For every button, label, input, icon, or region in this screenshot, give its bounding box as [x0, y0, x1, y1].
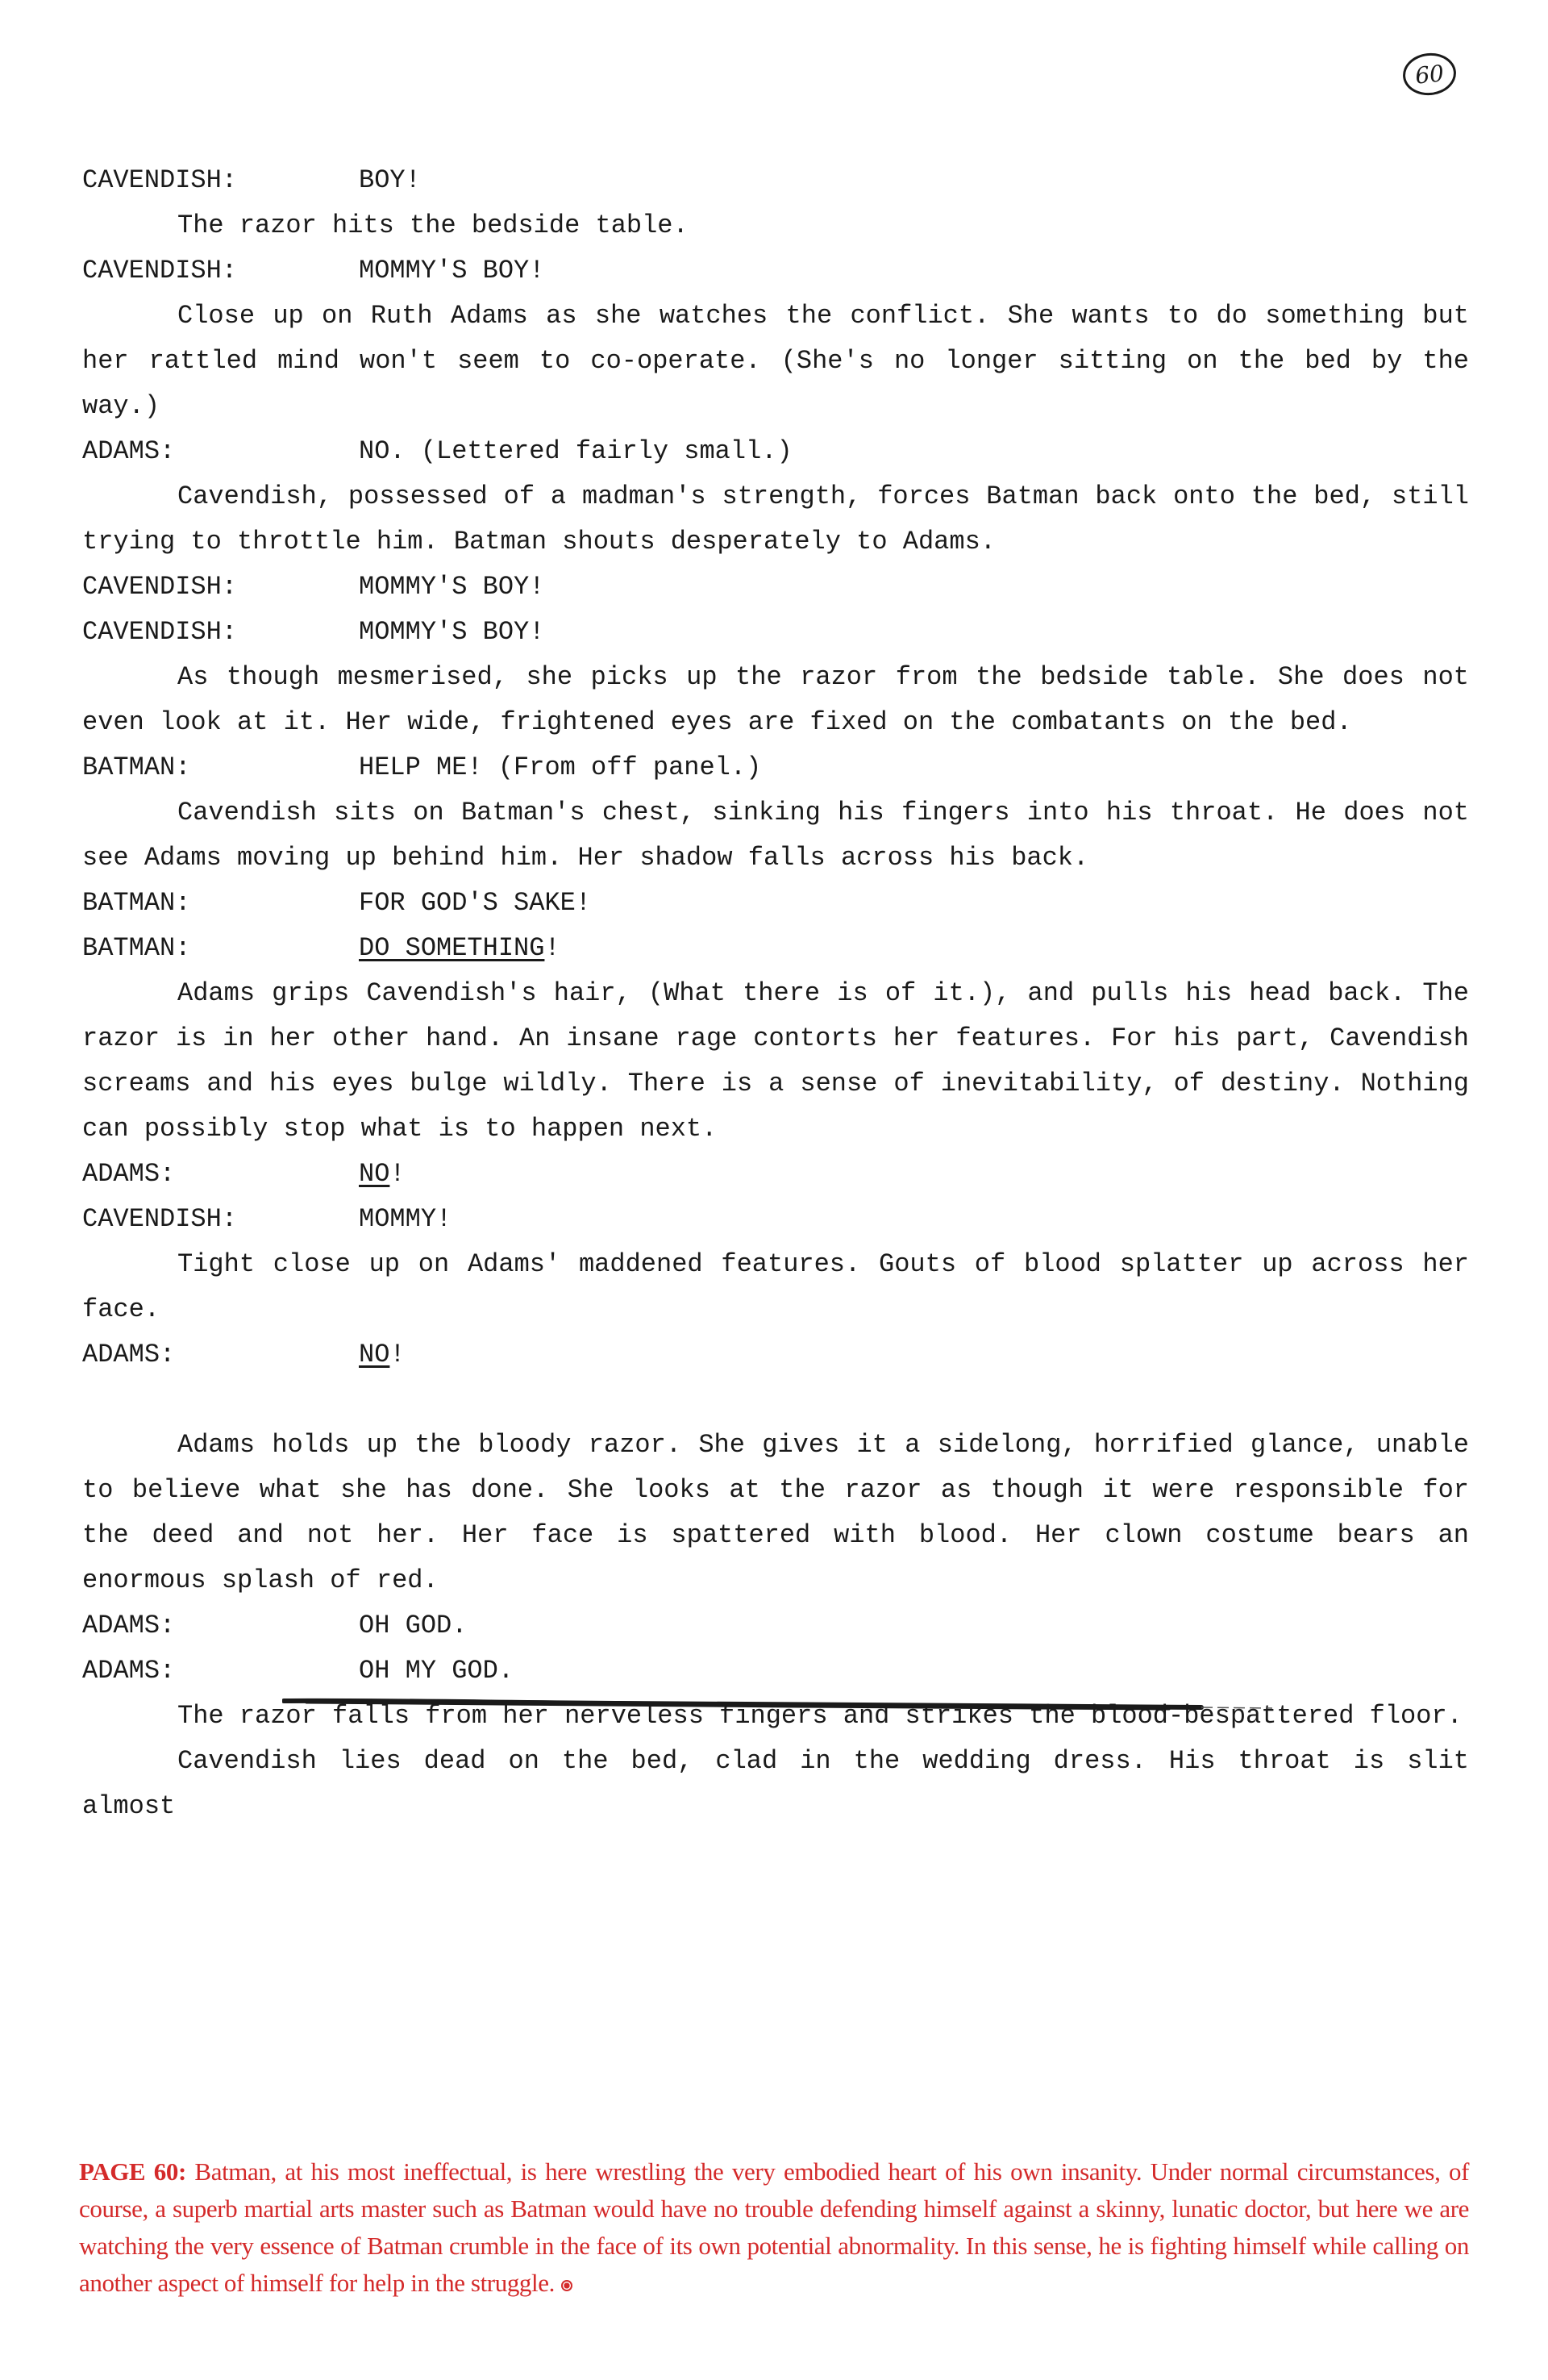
dialogue-text: NO!: [359, 1340, 406, 1369]
dialogue-text: OH MY GOD.: [359, 1656, 514, 1686]
page-commentary: [79, 2153, 1469, 2302]
dialogue-text: FOR GOD'S SAKE!: [359, 888, 592, 918]
dialogue-line: [82, 565, 1469, 610]
commentary-text: Batman, at his most ineffectual, is here wrestling the very embodied heart of his own insanity. Under normal circumstances, of course, a superb martial arts master such as Batman would have no trouble defending himself against a skinny, lunatic doctor, but here we are watching the very essence of Batman crumble in the face of its own potential abnormality. In this sense, he is fighting himself while calling on another aspect of himself for help in the struggle.: [79, 2157, 1469, 2297]
dialogue-line: [82, 1332, 1469, 1378]
dialogue-line: [82, 1648, 1469, 1694]
dialogue-text: BOY!: [359, 165, 421, 195]
speaker-name: CAVENDISH:: [82, 256, 238, 286]
action-paragraph: Cavendish sits on Batman's chest, sinking his fingers into his throat. He does not see Adams moving up behind him. Her shadow falls across his back.: [82, 798, 1469, 873]
dialogue-text: MOMMY'S BOY!: [359, 256, 545, 286]
action-paragraph: Tight close up on Adams' maddened features. Gouts of blood splatter up across her face.: [82, 1249, 1469, 1324]
page-number: 60: [1413, 59, 1446, 90]
dialogue-text: OH GOD.: [359, 1611, 468, 1640]
script-body: [82, 158, 1469, 1829]
speaker-name: BATMAN:: [82, 933, 191, 963]
action-paragraph: Adams grips Cavendish's hair, (What there is of it.), and pulls his head back. The razor is in her other hand. An insane rage contorts her features. For his part, Cavendish screams and his eyes bulge wildly. There is a sense of inevitability, of destiny. Nothing can possibly stop what is to happen next.: [82, 978, 1469, 1144]
dialogue-text: MOMMY'S BOY!: [359, 617, 545, 647]
speaker-name: ADAMS:: [82, 1340, 176, 1369]
speaker-name: CAVENDISH:: [82, 165, 238, 195]
dialogue-text: NO!: [359, 1159, 406, 1189]
action-paragraph: Adams holds up the bloody razor. She gives it a sidelong, horrified glance, unable to believe what she has done. She looks at the razor as though it were responsible for the deed and not her. Her face is spattered with blood. Her clown costume bears an enormous splash of red.: [82, 1430, 1469, 1595]
action-paragraph: Cavendish, possessed of a madman's strength, forces Batman back onto the bed, still trying to throttle him. Batman shouts desperately to Adams.: [82, 481, 1469, 556]
action-paragraph: Close up on Ruth Adams as she watches the conflict. She wants to do something but her rattled mind won't seem to co-operate. (She's no longer sitting on the bed by the way.): [82, 301, 1469, 421]
dialogue-line: [82, 926, 1469, 971]
blank-line: [82, 1378, 1469, 1423]
speaker-name: CAVENDISH:: [82, 572, 238, 602]
dialogue-line: [82, 745, 1469, 790]
dialogue-line: [82, 158, 1469, 203]
speaker-name: ADAMS:: [82, 1656, 176, 1686]
speaker-name: ADAMS:: [82, 436, 176, 466]
action-paragraph: As though mesmerised, she picks up the razor from the bedside table. She does not even look at it. Her wide, frightened eyes are fixed on the combatants on the bed.: [82, 662, 1469, 737]
ink-divider-line: [282, 1693, 1274, 1712]
speaker-name: BATMAN:: [82, 752, 191, 782]
dialogue-text: DO SOMETHING!: [359, 933, 560, 963]
speaker-name: BATMAN:: [82, 888, 191, 918]
speaker-name: ADAMS:: [82, 1611, 176, 1640]
underlined-text: NO: [359, 1340, 390, 1369]
action-paragraph: The razor hits the bedside table.: [177, 210, 689, 240]
dialogue-line: [82, 248, 1469, 294]
dialogue-text: NO. (Lettered fairly small.): [359, 436, 793, 466]
end-mark-icon: [561, 2280, 572, 2291]
underlined-text: DO SOMETHING: [359, 933, 545, 963]
speaker-name: CAVENDISH:: [82, 1204, 238, 1234]
dialogue-line: [82, 881, 1469, 926]
underlined-text: NO: [359, 1159, 390, 1189]
action-paragraph: Cavendish lies dead on the bed, clad in the wedding dress. His throat is slit almost: [82, 1746, 1469, 1821]
commentary-lead: PAGE 60:: [79, 2157, 186, 2186]
speaker-name: ADAMS:: [82, 1159, 176, 1189]
dialogue-text: MOMMY'S BOY!: [359, 572, 545, 602]
dialogue-line: [82, 610, 1469, 655]
speaker-name: CAVENDISH:: [82, 617, 238, 647]
dialogue-line: [82, 1603, 1469, 1648]
dialogue-line: [82, 1197, 1469, 1242]
page-number-circle: [1400, 51, 1458, 98]
dialogue-text: MOMMY!: [359, 1204, 452, 1234]
dialogue-line: [82, 1152, 1469, 1197]
dialogue-text: HELP ME! (From off panel.): [359, 752, 762, 782]
dialogue-line: [82, 429, 1469, 474]
action-paragraph: The razor falls from her nerveless fingers and strikes the blood-bespattered floor.: [177, 1701, 1463, 1731]
